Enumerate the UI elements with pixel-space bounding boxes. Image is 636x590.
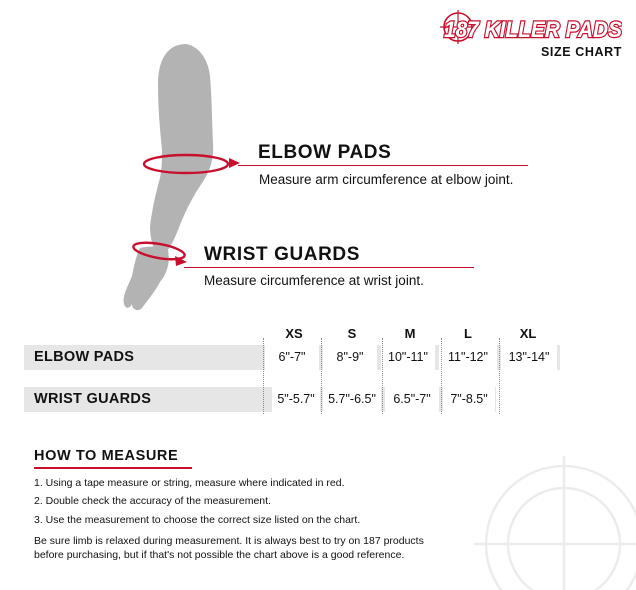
row-label-wrist-guards: WRIST GUARDS — [34, 391, 152, 407]
how-to-measure-rule — [34, 467, 192, 469]
instruction-step-2: 2. Double check the accuracy of the measurement. — [34, 495, 271, 507]
table-cell: 7"-8.5" — [443, 387, 495, 412]
crosshair-watermark-icon — [468, 452, 636, 590]
instruction-step-1: 1. Using a tape measure or string, measure where indicated in red. — [34, 477, 345, 489]
wrist-guards-rule — [184, 267, 474, 268]
table-cell: 5"-5.7" — [272, 387, 320, 412]
arm-silhouette — [124, 44, 214, 310]
table-cell: 10"-11" — [381, 345, 435, 370]
size-header-xs: XS — [285, 326, 303, 341]
size-header-l: L — [464, 326, 472, 341]
note-line-2: before purchasing, but if that's not possible the chart above is a good reference. — [34, 549, 405, 561]
size-header-s: S — [347, 326, 357, 341]
note-line-1: Be sure limb is relaxed during measurement. It is always best to try on 187 products — [34, 535, 424, 547]
how-to-measure-title: HOW TO MEASURE — [34, 448, 179, 464]
elbow-arrow-icon — [229, 158, 240, 168]
table-cell: 8"-9" — [323, 345, 377, 370]
column-divider — [263, 338, 264, 414]
column-divider — [441, 338, 442, 414]
instruction-note — [34, 534, 484, 562]
table-cell: 6.5"-7" — [385, 387, 439, 412]
table-row-wrist-guards — [24, 387, 496, 412]
table-cell: 6"-7" — [265, 345, 319, 370]
table-cell: 11"-12" — [439, 345, 497, 370]
column-divider — [321, 338, 322, 414]
size-header-xl: XL — [519, 326, 537, 341]
column-divider — [499, 338, 500, 414]
size-header-m: M — [404, 326, 416, 341]
brand-logo-text: 187 KILLER PADS — [444, 17, 622, 42]
instruction-step-3: 3. Use the measurement to choose the correct size listed on the chart. — [34, 514, 361, 526]
row-label-elbow-pads: ELBOW PADS — [34, 349, 135, 365]
elbow-pads-title: ELBOW PADS — [258, 142, 392, 163]
wrist-guards-description: Measure circumference at wrist joint. — [204, 273, 424, 288]
size-chart-label: SIZE CHART — [541, 45, 622, 59]
elbow-pads-description: Measure arm circumference at elbow joint. — [259, 172, 514, 187]
table-cell: 13"-14" — [501, 345, 557, 370]
elbow-pads-rule — [238, 165, 528, 166]
wrist-guards-title: WRIST GUARDS — [204, 244, 361, 265]
table-row-elbow-pads — [24, 345, 560, 370]
column-divider — [382, 338, 383, 414]
table-cell: 5.7"-6.5" — [323, 387, 381, 412]
